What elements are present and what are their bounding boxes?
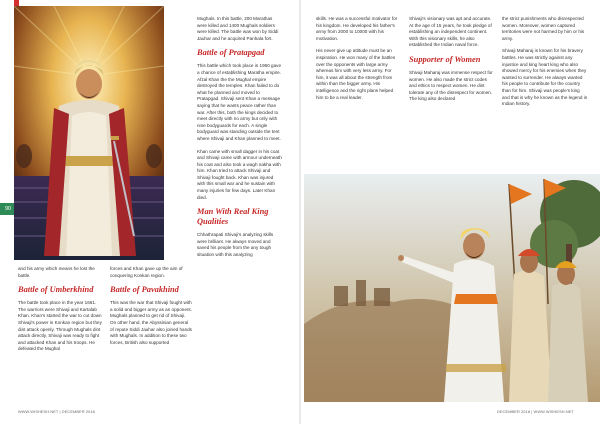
page-gutter — [299, 0, 301, 424]
column-six — [502, 16, 588, 114]
paragraph: Shivaji Maharaj is known for his bravery battles. He was strictly against any injustice and king heart king who also showed mercy for his enemies when they wanted to surrender. He always wanted his people to contribute for the country than for him. Shivaji was people's king and that is why he known as the legend in Indian history. — [502, 48, 588, 107]
paragraph: and his army which means he lost the battle. — [18, 266, 95, 278]
heading-supporter-of-women: Supporter of Women — [409, 54, 481, 64]
heading-man-with-real-king-qualities: Man With Real King Qualities — [197, 207, 269, 227]
column-left-bottom — [18, 266, 103, 359]
footer-right: DECEMBER 2018 | WWW.WISHESH.NET — [497, 409, 574, 414]
paragraph: Shivaji Maharaj was immense respect for women. He also made the strict codes and ethics to respect women. He dint tolerate any of the disrespect for women. The king also declared — [409, 69, 493, 102]
shivaji-portrait-image — [14, 6, 164, 260]
paragraph: Mughals. In this battle, 200 Marathas were killed and 1400 Mughals soldiers were killed. The battle was won by Siddi Jauhar and he acquired Panhala fort. — [197, 16, 279, 41]
paragraph: This battle which took place in 1960 gave a chance of establishing Maratha empire. Afzal Khan the the Mughal empire destroyed the temples. Khan failed to do what he planned and moved to Pratapgad. Shivaji sent Khan a message saying that he wants peace rather than war. After this, both the kings decided to meet directly with no army but only with nine bodyguards for each. A single bodyguard was standing outside the tent where Shivaji and Khan planned to meet. — [197, 63, 282, 141]
paragraph: Chhathrapati Shivaji's analyzing skills were brilliant. He always moved and saved his people from the any tough situation with this analyzing — [197, 232, 274, 258]
column-four — [316, 16, 401, 107]
shivaji-battle-illustration — [304, 174, 600, 402]
page-number: 90 — [0, 203, 16, 215]
paragraph: the strict punishments who disrespected women. Moreover, women captured territories were not harmed by him or his army. — [502, 16, 585, 41]
column-three — [197, 16, 282, 265]
paragraph: The battle took place in the year 1661. The warriors were Shivaji and Kartalab Khan. Khan's started the war to cut down Shivaji's power in Konkan region but they dint attack openly. Through Mughals dint attack directly, Shivaji was ready to fight and attacked Khan and his troops. He defeated the Mughal — [18, 300, 102, 352]
footer-left: WWW.WISHESH.NET | DECEMBER 2018 — [18, 409, 95, 414]
column-mid-bottom — [110, 266, 192, 352]
paragraph: skills. He was a successful motivator for his kingdom. He developed his father's army from 2000 to 10000 with his motivation. — [316, 16, 398, 41]
paragraph: Khan came with small dagger in his coat and Shivaji came with armour underneath his coat and also took a wagh nakha with him. Khan tried to attack Shivaji and Shivaji fought back. Khan was injured with this small war and he sustain with many injuries for few days. Later Khan died. — [197, 148, 282, 200]
paragraph: This was the war that Shivaji fought with a solid and bigger army as an opponent. Mughals planned to get rid of Shivaji. On other hand, the Abyssinian general of repute Siddi Jauhar also joined hands with Mughals. In addition to these two forces, British also supported — [110, 300, 192, 345]
paragraph: forces and Khan gave up the aim of conquering Konkan region. — [110, 266, 183, 278]
heading-battle-of-pavakhind: Battle of Pavakhind — [110, 285, 179, 295]
column-five — [409, 16, 493, 109]
paragraph: Shivaji's visionary was apt and accurate. At the age of 15 years, he took pledge of establishing an independent continent. With this visionary skills, he also established the Indian naval force. — [409, 16, 492, 48]
heading-battle-of-umberkhind: Battle of Umberkhind — [18, 285, 94, 295]
heading-battle-of-pratapgad: Battle of Pratapgad — [197, 48, 265, 58]
paragraph: His never give up attitude must be an inspiration. He won many of the battles over the opponents with large army whereas him with very less army. For him, it was all about the strength from within than the bigger army. His intelligence and the right plans helped him to be a real leader. — [316, 48, 396, 100]
